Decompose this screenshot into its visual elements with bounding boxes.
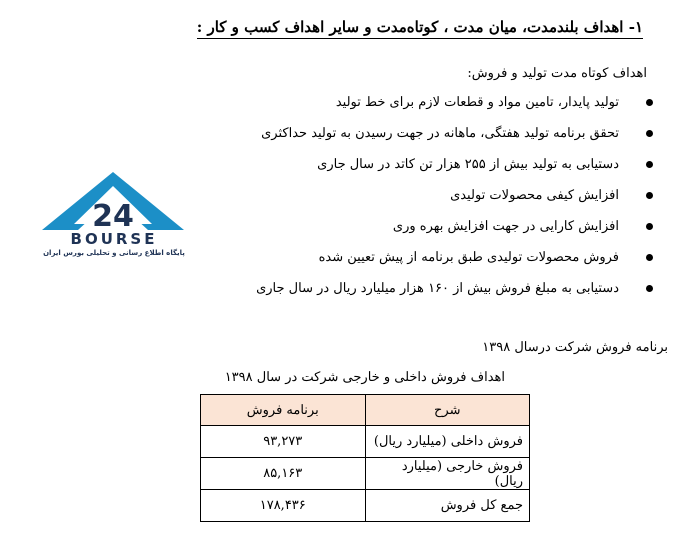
bullet-icon bbox=[646, 99, 653, 106]
column-header-description: شرح bbox=[365, 395, 530, 426]
bullet-icon bbox=[646, 254, 653, 261]
logo-caption: پایگاه اطلاع رسانی و تحلیلی بورس ایران bbox=[43, 249, 185, 257]
section-heading: ۱- اهداف بلندمدت، میان مدت ، کوتاه‌مدت و سایر اهداف کسب و کار : bbox=[197, 18, 643, 36]
row-description: فروش داخلی (میلیارد ریال) bbox=[365, 426, 530, 458]
table-header-row bbox=[201, 395, 530, 426]
table-row bbox=[201, 426, 530, 458]
row-description: جمع کل فروش bbox=[365, 490, 530, 522]
logo-brand-text: BOURSE bbox=[70, 230, 158, 248]
sales-plan-title: برنامه فروش شرکت درسال ۱۳۹۸ bbox=[482, 340, 668, 355]
logo-mark-icon bbox=[40, 168, 186, 232]
row-amount: ۹۳,۲۷۳ bbox=[201, 426, 366, 458]
list-item: تولید پایدار، تامین مواد و قطعات لازم برای خط تولید bbox=[233, 93, 653, 124]
sales-table-title: اهداف فروش داخلی و خارجی شرکت در سال ۱۳۹۸ bbox=[224, 370, 505, 385]
row-amount: ۱۷۸,۴۳۶ bbox=[201, 490, 366, 522]
heading-underline bbox=[197, 38, 643, 39]
list-item: تحقق برنامه تولید هفتگی، ماهانه در جهت رسیدن به تولید حداکثری bbox=[233, 124, 653, 155]
short-term-goals-list bbox=[233, 93, 653, 310]
list-item: افزایش کیفی محصولات تولیدی bbox=[233, 186, 653, 217]
bullet-icon bbox=[646, 192, 653, 199]
list-item: دستیابی به تولید بیش از ۲۵۵ هزار تن کاتد در سال جاری bbox=[233, 155, 653, 186]
logo-number: 24 bbox=[92, 199, 134, 232]
list-item: دستیابی به مبلغ فروش بیش از ۱۶۰ هزار میلیارد ریال در سال جاری bbox=[233, 279, 653, 310]
bullet-icon bbox=[646, 223, 653, 230]
list-item: فروش محصولات تولیدی طبق برنامه از پیش تعیین شده bbox=[233, 248, 653, 279]
row-description: فروش خارجی (میلیارد ریال) bbox=[365, 458, 530, 490]
table-row bbox=[201, 458, 530, 490]
list-item: افزایش کارایی در جهت افزایش بهره وری bbox=[233, 217, 653, 248]
bullet-icon bbox=[646, 161, 653, 168]
bullet-icon bbox=[646, 130, 653, 137]
sales-targets-table bbox=[200, 394, 530, 522]
table-row bbox=[201, 490, 530, 522]
row-amount: ۸۵,۱۶۳ bbox=[201, 458, 366, 490]
bourse24-logo bbox=[40, 168, 186, 264]
short-term-title: اهداف کوتاه مدت تولید و فروش: bbox=[467, 66, 647, 81]
bullet-icon bbox=[646, 285, 653, 292]
column-header-plan: برنامه فروش bbox=[201, 395, 366, 426]
